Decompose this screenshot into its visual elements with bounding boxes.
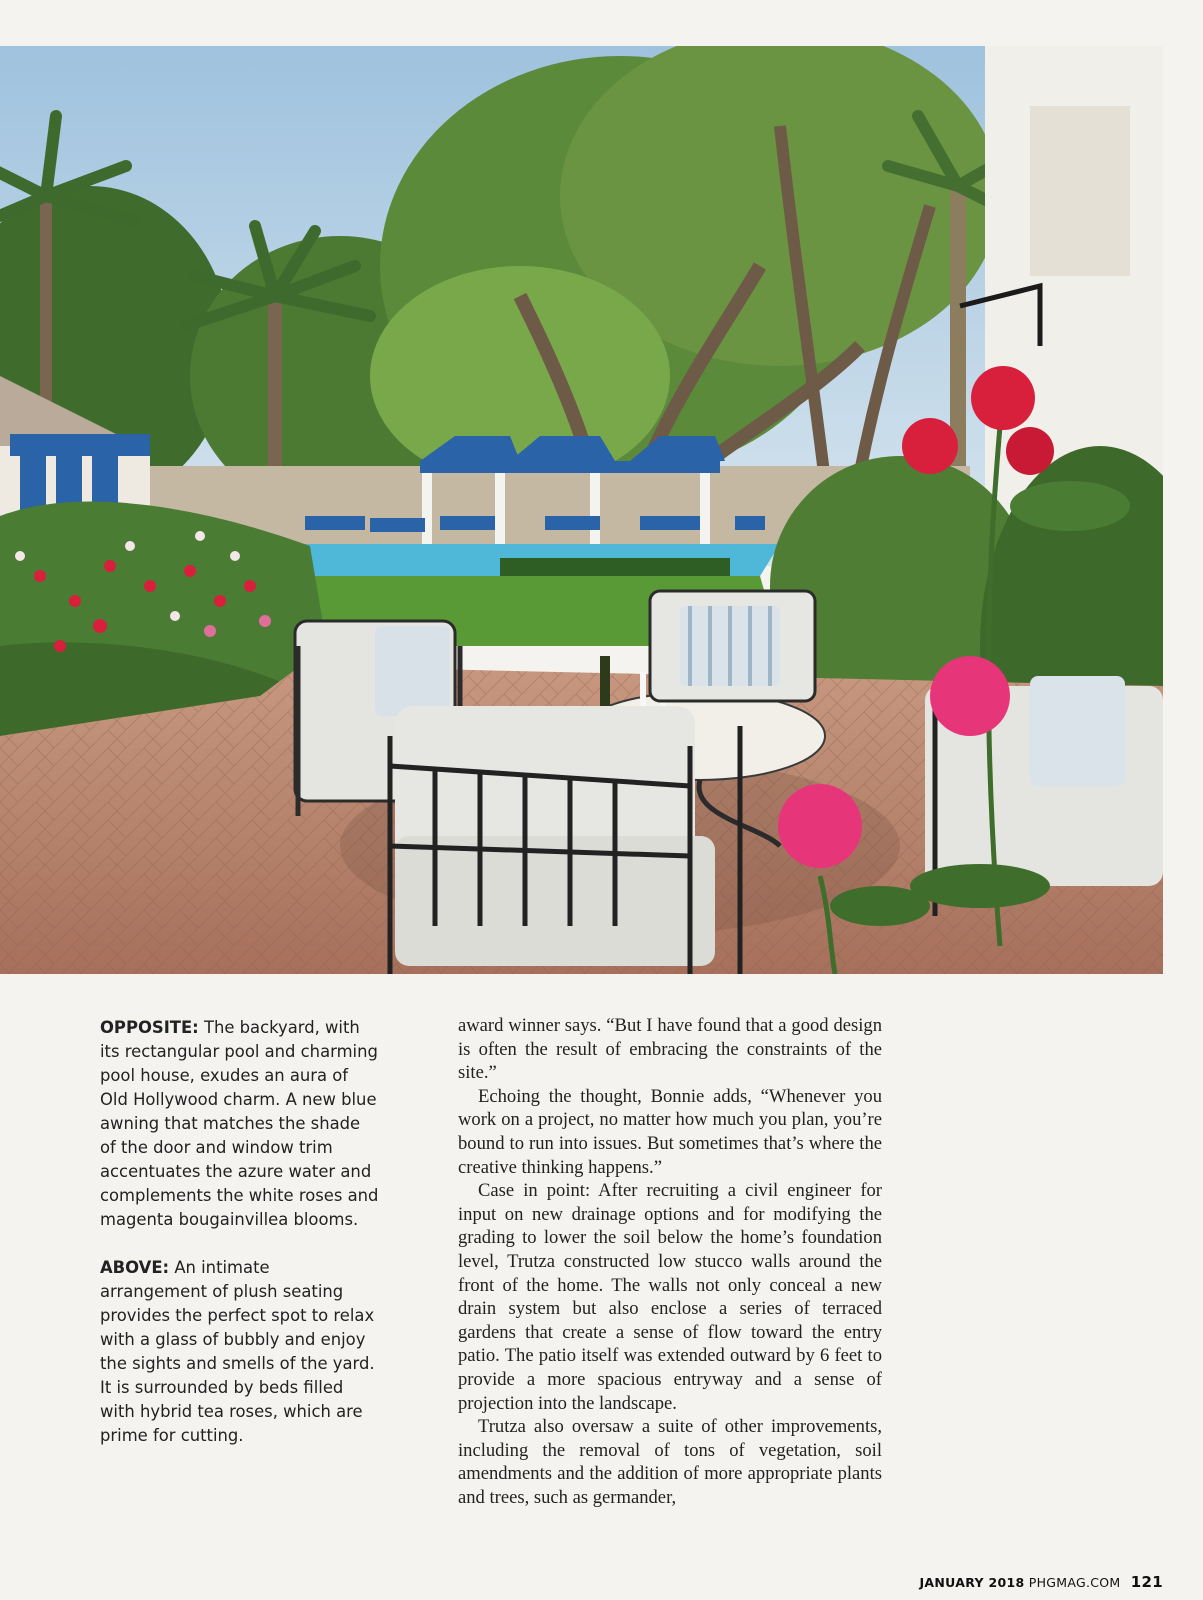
caption-above-text: An intimate arrangement of plush seating provides the perfect spot to relax with a glass of bubbly and enjoy the sights and smells of the yard. It is surrounded by beds filled with hybrid tea roses, which are prime for cutting.	[100, 1258, 375, 1445]
body-paragraph: Echoing the thought, Bonnie adds, “Whenever you work on a project, no matter how much you plan, you’re bound to run into issues. But sometimes that’s where the creative thinking happens.”	[458, 1085, 882, 1178]
caption-above-lead: ABOVE:	[100, 1258, 170, 1277]
caption-opposite	[100, 1016, 380, 1232]
site-name: PHGMAG.COM	[1028, 1575, 1121, 1590]
issue-date: JANUARY 2018	[919, 1575, 1025, 1590]
article-body	[458, 1014, 882, 1509]
page-number: 121	[1130, 1573, 1163, 1591]
photo-captions	[100, 1016, 380, 1472]
patio-garden-image	[0, 46, 1163, 974]
front-chair	[390, 706, 740, 974]
caption-above	[100, 1256, 380, 1448]
body-paragraph: award winner says. “But I have found that a good design is often the result of embracing the constraints of the site.”	[458, 1015, 882, 1084]
caption-opposite-text: The backyard, with its rectangular pool and charming pool house, exudes an aura of Old Hollywood charm. A new blue awning that matches the shade of the door and window trim accentuates the azure water and complements the white roses and magenta bougainvillea blooms.	[100, 1018, 379, 1229]
body-paragraph: Case in point: After recruiting a civil engineer for input on new drainage options and for modifying the grading to lower the soil below the home’s foundation level, Trutza constructed low stucco walls around the front of the home. The walls not only conceal a new drain system but also enclose a series of terraced gardens that create a sense of flow toward the entry patio. The patio itself was extended outward by 6 feet to provide a more spacious entryway and a sense of projection into the landscape.	[458, 1180, 882, 1414]
back-chair	[650, 591, 815, 701]
body-paragraph: Trutza also oversaw a suite of other improvements, including the removal of tons of vegetation, soil amendments and the addition of more appropriate plants and trees, such as germander,	[458, 1416, 882, 1508]
caption-opposite-lead: OPPOSITE:	[100, 1018, 199, 1037]
feature-photo	[0, 46, 1163, 974]
page-footer	[919, 1573, 1163, 1591]
